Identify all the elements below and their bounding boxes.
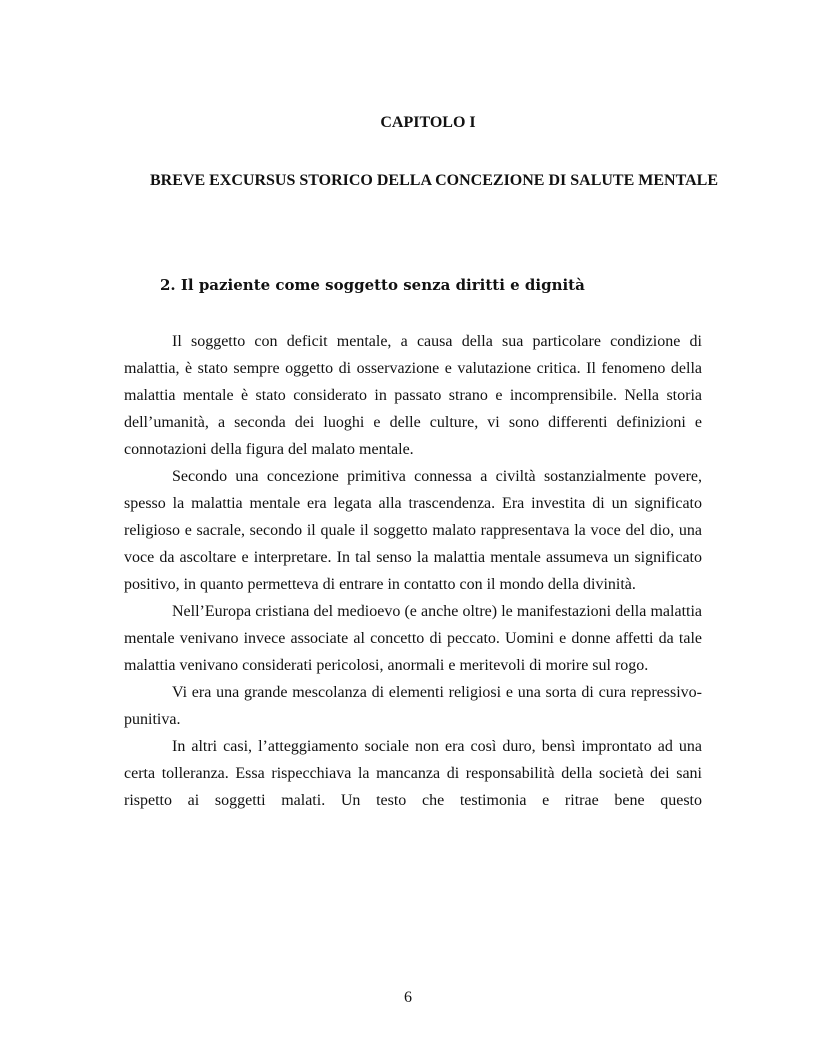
chapter-title: BREVE EXCURSUS STORICO DELLA CONCEZIONE DI SALUTE MENTALE bbox=[150, 172, 718, 189]
chapter-heading: CAPITOLO I bbox=[380, 114, 476, 131]
paragraph: In altri casi, l’atteggiamento sociale non era così duro, bensì improntato ad una certa tolleranza. Essa rispecchiava la mancanza di responsabilità della società dei sani rispetto ai soggetti malati. Un testo che testimonia e ritrae bene questo bbox=[124, 738, 702, 809]
paragraph: Nell’Europa cristiana del medioevo (e anche oltre) le manifestazioni della malattia mentale venivano invece associate al concetto di peccato. Uomini e donne affetti da tale malattia venivano considerati pericolosi, anormali e meritevoli di morire sul rogo. bbox=[124, 603, 702, 674]
paragraph: Vi era una grande mescolanza di elementi religiosi e una sorta di cura repressivo-punitiva. bbox=[124, 684, 702, 728]
body-text bbox=[124, 328, 702, 814]
section-heading: 2. Il paziente come soggetto senza diritti e dignità bbox=[160, 276, 585, 294]
paragraph: Il soggetto con deficit mentale, a causa della sua particolare condizione di malattia, è stato sempre oggetto di osservazione e valutazione critica. Il fenomeno della malattia mentale è stato considerato in passato strano e incomprensibile. Nella storia dell’umanità, a seconda dei luoghi e delle culture, vi sono differenti definizioni e connotazioni della figura del malato mentale. bbox=[124, 333, 702, 458]
page-number: 6 bbox=[404, 989, 412, 1006]
paragraph: Secondo una concezione primitiva connessa a civiltà sostanzialmente povere, spesso la malattia mentale era legata alla trascendenza. Era investita di un significato religioso e sacrale, secondo il quale il soggetto malato rappresentava la voce del dio, una voce da ascoltare e interpretare. In tal senso la malattia mentale assumeva un significato positivo, in quanto permetteva di entrare in contatto con il mondo della divinità. bbox=[124, 468, 702, 593]
